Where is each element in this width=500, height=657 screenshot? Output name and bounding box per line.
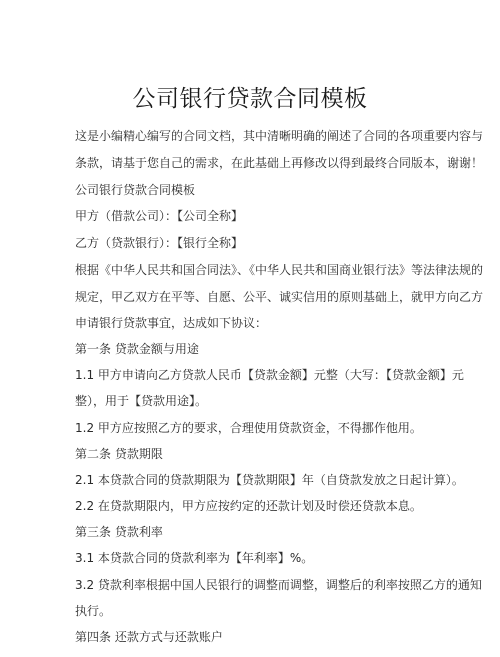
intro-line-1: 这是小编精心编写的合同文档，其中清晰明确的阐述了合同的各项重要内容与 xyxy=(75,129,484,143)
clause-3-2-line-2: 执行。 xyxy=(75,604,112,618)
article-1-heading: 第一条 贷款金额与用途 xyxy=(75,342,199,356)
article-3-heading: 第三条 贷款利率 xyxy=(75,525,163,539)
intro-line-2: 条款，请基于您自己的需求，在此基础上再修改以得到最终合同版本，谢谢！ xyxy=(75,156,484,170)
clause-3-1: 3.1 本贷款合同的贷款利率为【年利率】%。 xyxy=(75,551,314,565)
clause-2-2: 2.2 在贷款期限内，甲方应按约定的还款计划及时偿还贷款本息。 xyxy=(75,499,422,513)
party-b-line: 乙方（贷款银行）：【银行全称】 xyxy=(75,236,244,250)
clause-3-2-line-1: 3.2 贷款利率根据中国人民银行的调整而调整，调整后的利率按照乙方的通知 xyxy=(75,578,482,592)
preamble-line-1: 根据《中华人民共和国合同法》、《中华人民共和国商业银行法》等法律法规的 xyxy=(75,263,484,277)
article-2-heading: 第二条 贷款期限 xyxy=(75,447,163,461)
article-4-heading: 第四条 还款方式与还款账户 xyxy=(75,630,223,644)
clause-1-2: 1.2 甲方应按照乙方的要求，合理使用贷款资金，不得挪作他用。 xyxy=(75,421,422,435)
party-a-line: 甲方（借款公司）：【公司全称】 xyxy=(75,209,244,223)
preamble-line-3: 申请银行贷款事宜，达成如下协议： xyxy=(75,316,268,330)
clause-1-1-line-2: 整），用于【贷款用途】。 xyxy=(75,394,208,408)
clause-1-1-line-1: 1.1 甲方申请向乙方贷款人民币【贷款金额】元整（大写：【贷款金额】元 xyxy=(75,368,464,382)
document-title: 公司银行贷款合同模板 xyxy=(132,86,368,112)
clause-2-1: 2.1 本贷款合同的贷款期限为【贷款期限】年（自贷款发放之日起计算）。 xyxy=(75,473,464,487)
preamble-line-2: 规定，甲乙双方在平等、自愿、公平、诚实信用的原则基础上，就甲方向乙方 xyxy=(75,290,484,304)
contract-name-line: 公司银行贷款合同模板 xyxy=(75,183,196,197)
